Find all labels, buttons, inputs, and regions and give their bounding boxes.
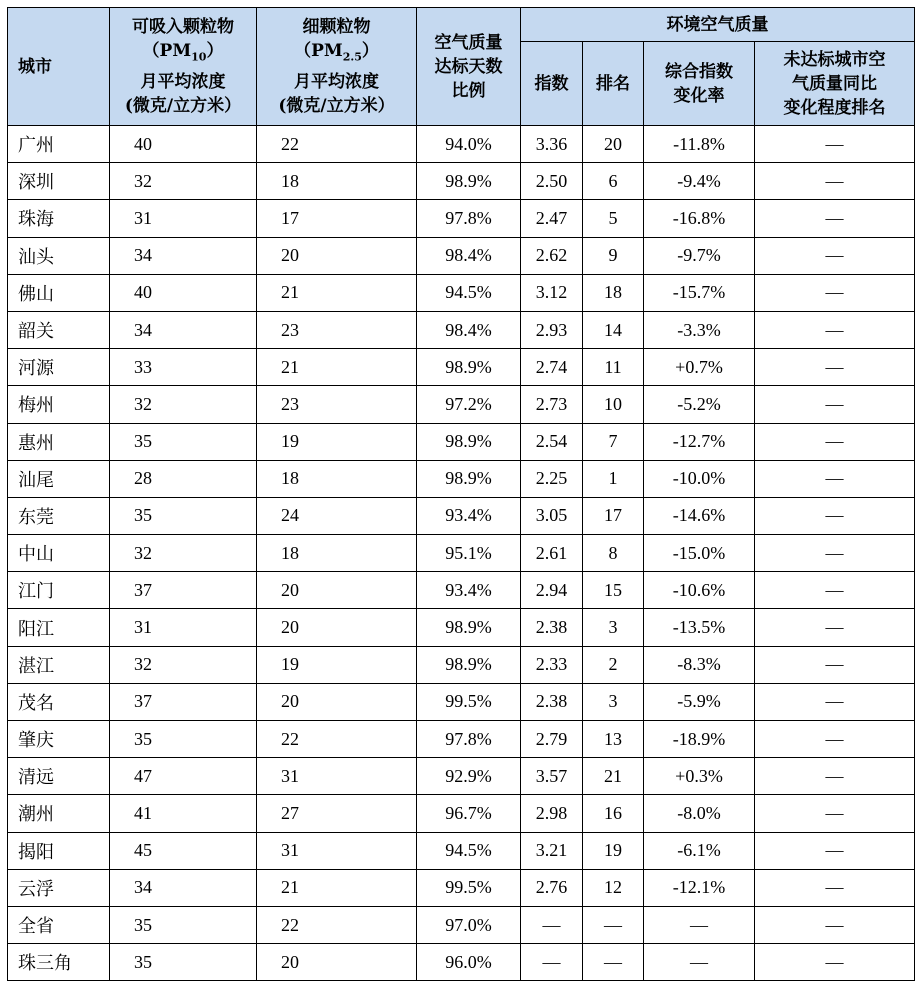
- cell-pm25: 27: [257, 795, 417, 832]
- cell-rank: 13: [583, 721, 644, 758]
- table-row: [8, 349, 915, 386]
- cell-rank: 12: [583, 869, 644, 906]
- cell-ratio: 95.1%: [417, 535, 521, 572]
- cell-index: 2.38: [521, 609, 583, 646]
- table-row: [8, 237, 915, 274]
- cell-pm10: 37: [110, 683, 257, 720]
- table-row: [8, 832, 915, 869]
- cell-change: -8.3%: [644, 646, 755, 683]
- cell-pm25: 20: [257, 944, 417, 981]
- cell-nonstd: —: [755, 423, 915, 460]
- cell-rank: 7: [583, 423, 644, 460]
- cell-change: -5.9%: [644, 683, 755, 720]
- cell-rank: 19: [583, 832, 644, 869]
- cell-rank: 17: [583, 497, 644, 534]
- header-pm10-line4: (微克/立方米）: [124, 95, 242, 116]
- cell-index: 2.50: [521, 163, 583, 200]
- cell-pm25: 18: [257, 163, 417, 200]
- cell-nonstd: —: [755, 237, 915, 274]
- cell-pm10: 47: [110, 758, 257, 795]
- table-row: [8, 869, 915, 906]
- header-change: [644, 42, 755, 126]
- cell-ratio: 98.9%: [417, 609, 521, 646]
- cell-ratio: 98.9%: [417, 349, 521, 386]
- cell-pm25: 22: [257, 906, 417, 943]
- cell-pm25: 23: [257, 386, 417, 423]
- cell-pm25: 31: [257, 758, 417, 795]
- cell-index: —: [521, 944, 583, 981]
- table-body: [8, 126, 915, 981]
- cell-nonstd: —: [755, 349, 915, 386]
- cell-nonstd: —: [755, 460, 915, 497]
- table-row: [8, 572, 915, 609]
- cell-nonstd: —: [755, 535, 915, 572]
- cell-rank: 10: [583, 386, 644, 423]
- cell-city: 茂名: [8, 683, 110, 720]
- table-row: [8, 311, 915, 348]
- cell-index: 2.33: [521, 646, 583, 683]
- cell-pm10: 34: [110, 311, 257, 348]
- cell-index: 2.74: [521, 349, 583, 386]
- cell-pm25: 18: [257, 460, 417, 497]
- cell-index: 2.76: [521, 869, 583, 906]
- cell-ratio: 93.4%: [417, 497, 521, 534]
- cell-pm25: 23: [257, 311, 417, 348]
- cell-pm10: 45: [110, 832, 257, 869]
- header-env-group: 环境空气质量: [521, 8, 915, 42]
- cell-pm10: 28: [110, 460, 257, 497]
- table-row: [8, 609, 915, 646]
- cell-ratio: 98.4%: [417, 311, 521, 348]
- cell-rank: 2: [583, 646, 644, 683]
- cell-city: 阳江: [8, 609, 110, 646]
- cell-ratio: 96.7%: [417, 795, 521, 832]
- cell-city: 韶关: [8, 311, 110, 348]
- header-nonstd-line1: 未达标城市空: [783, 49, 886, 70]
- table-row: [8, 386, 915, 423]
- cell-pm25: 31: [257, 832, 417, 869]
- cell-rank: 20: [583, 126, 644, 163]
- cell-nonstd: —: [755, 683, 915, 720]
- header-pm10-line2: $(PM_{10})$: [142, 41, 224, 64]
- header-ratio-line1: 空气质量: [434, 32, 503, 53]
- cell-nonstd: —: [755, 126, 915, 163]
- cell-pm25: 19: [257, 646, 417, 683]
- cell-ratio: 98.9%: [417, 423, 521, 460]
- cell-change: -9.4%: [644, 163, 755, 200]
- cell-city: 深圳: [8, 163, 110, 200]
- cell-change: -14.6%: [644, 497, 755, 534]
- cell-pm25: 21: [257, 349, 417, 386]
- table-row: [8, 721, 915, 758]
- header-nonstd-line2: 气质量同比: [792, 73, 877, 94]
- cell-city: 汕尾: [8, 460, 110, 497]
- cell-ratio: 94.5%: [417, 832, 521, 869]
- table-row: [8, 497, 915, 534]
- header-pm25-line1: 细颗粒物: [302, 17, 371, 38]
- header-ratio-line3: 比例: [451, 80, 486, 101]
- cell-rank: 6: [583, 163, 644, 200]
- cell-pm10: 34: [110, 869, 257, 906]
- header-pm25-line4: (微克/立方米）: [278, 95, 395, 116]
- cell-pm10: 32: [110, 646, 257, 683]
- cell-change: +0.7%: [644, 349, 755, 386]
- header-city: 城市: [8, 8, 110, 126]
- table-header: [8, 8, 915, 126]
- cell-change: -12.1%: [644, 869, 755, 906]
- cell-change: -12.7%: [644, 423, 755, 460]
- cell-index: 3.05: [521, 497, 583, 534]
- table-row: [8, 535, 915, 572]
- cell-rank: 16: [583, 795, 644, 832]
- cell-change: -16.8%: [644, 200, 755, 237]
- cell-nonstd: —: [755, 832, 915, 869]
- cell-rank: 5: [583, 200, 644, 237]
- cell-city: 河源: [8, 349, 110, 386]
- cell-pm10: 37: [110, 572, 257, 609]
- cell-pm10: 33: [110, 349, 257, 386]
- cell-ratio: 98.9%: [417, 460, 521, 497]
- cell-nonstd: —: [755, 311, 915, 348]
- cell-city: 佛山: [8, 274, 110, 311]
- cell-pm25: 21: [257, 274, 417, 311]
- cell-ratio: 97.8%: [417, 721, 521, 758]
- cell-rank: 9: [583, 237, 644, 274]
- table-row: [8, 795, 915, 832]
- cell-pm10: 34: [110, 237, 257, 274]
- header-pm10-line1: 可吸入颗粒物: [132, 17, 234, 38]
- cell-pm25: 24: [257, 497, 417, 534]
- cell-change: -9.7%: [644, 237, 755, 274]
- cell-index: 2.93: [521, 311, 583, 348]
- cell-nonstd: —: [755, 572, 915, 609]
- cell-change: -8.0%: [644, 795, 755, 832]
- cell-pm10: 35: [110, 944, 257, 981]
- cell-pm25: 18: [257, 535, 417, 572]
- cell-pm10: 41: [110, 795, 257, 832]
- cell-index: 3.36: [521, 126, 583, 163]
- cell-city: 东莞: [8, 497, 110, 534]
- table-row: [8, 126, 915, 163]
- cell-change: —: [644, 906, 755, 943]
- cell-nonstd: —: [755, 795, 915, 832]
- cell-city: 广州: [8, 126, 110, 163]
- cell-city: 揭阳: [8, 832, 110, 869]
- cell-city: 梅州: [8, 386, 110, 423]
- cell-pm10: 31: [110, 609, 257, 646]
- cell-city: 珠海: [8, 200, 110, 237]
- header-ratio: [417, 8, 521, 126]
- header-change-line2: 变化率: [673, 85, 725, 106]
- cell-pm10: 40: [110, 274, 257, 311]
- cell-change: -18.9%: [644, 721, 755, 758]
- cell-rank: 8: [583, 535, 644, 572]
- cell-city: 惠州: [8, 423, 110, 460]
- cell-pm10: 32: [110, 163, 257, 200]
- cell-change: -6.1%: [644, 832, 755, 869]
- cell-ratio: 98.9%: [417, 646, 521, 683]
- cell-pm25: 20: [257, 572, 417, 609]
- cell-nonstd: —: [755, 609, 915, 646]
- cell-ratio: 96.0%: [417, 944, 521, 981]
- header-nonstd: [755, 42, 915, 126]
- air-quality-table: [7, 7, 915, 981]
- cell-city: 云浮: [8, 869, 110, 906]
- cell-index: 3.57: [521, 758, 583, 795]
- cell-nonstd: —: [755, 944, 915, 981]
- cell-nonstd: —: [755, 721, 915, 758]
- table-row: [8, 200, 915, 237]
- cell-ratio: 97.0%: [417, 906, 521, 943]
- cell-pm25: 22: [257, 721, 417, 758]
- cell-pm25: 20: [257, 237, 417, 274]
- cell-rank: 15: [583, 572, 644, 609]
- cell-index: 2.73: [521, 386, 583, 423]
- cell-ratio: 94.0%: [417, 126, 521, 163]
- header-pm10: [110, 8, 257, 126]
- cell-change: -3.3%: [644, 311, 755, 348]
- cell-ratio: 92.9%: [417, 758, 521, 795]
- cell-city: 潮州: [8, 795, 110, 832]
- cell-city: 珠三角: [8, 944, 110, 981]
- cell-city: 肇庆: [8, 721, 110, 758]
- cell-rank: 14: [583, 311, 644, 348]
- header-rank: 排名: [583, 42, 644, 126]
- cell-ratio: 98.9%: [417, 163, 521, 200]
- header-nonstd-line3: 变化程度排名: [783, 97, 886, 118]
- cell-ratio: 98.4%: [417, 237, 521, 274]
- cell-index: 2.47: [521, 200, 583, 237]
- cell-rank: —: [583, 906, 644, 943]
- table-row: [8, 646, 915, 683]
- table-row: [8, 163, 915, 200]
- cell-index: 2.38: [521, 683, 583, 720]
- cell-nonstd: —: [755, 163, 915, 200]
- table-row: [8, 423, 915, 460]
- cell-index: —: [521, 906, 583, 943]
- cell-ratio: 97.2%: [417, 386, 521, 423]
- cell-pm25: 17: [257, 200, 417, 237]
- table-row: [8, 683, 915, 720]
- cell-city: 中山: [8, 535, 110, 572]
- header-pm25: [257, 8, 417, 126]
- header-pm25-line2: $(PM_{2.5})$: [294, 41, 379, 64]
- cell-pm25: 21: [257, 869, 417, 906]
- cell-pm10: 35: [110, 423, 257, 460]
- cell-rank: 18: [583, 274, 644, 311]
- cell-pm25: 20: [257, 683, 417, 720]
- table-row: [8, 758, 915, 795]
- cell-change: -13.5%: [644, 609, 755, 646]
- cell-city: 江门: [8, 572, 110, 609]
- cell-pm10: 35: [110, 721, 257, 758]
- cell-index: 2.98: [521, 795, 583, 832]
- cell-index: 2.54: [521, 423, 583, 460]
- cell-rank: 11: [583, 349, 644, 386]
- header-ratio-line2: 达标天数: [434, 56, 503, 77]
- cell-index: 3.21: [521, 832, 583, 869]
- cell-rank: 3: [583, 683, 644, 720]
- cell-pm25: 19: [257, 423, 417, 460]
- header-index: 指数: [521, 42, 583, 126]
- cell-pm10: 32: [110, 386, 257, 423]
- cell-city: 全省: [8, 906, 110, 943]
- cell-change: —: [644, 944, 755, 981]
- cell-change: -15.0%: [644, 535, 755, 572]
- cell-index: 2.61: [521, 535, 583, 572]
- cell-pm25: 22: [257, 126, 417, 163]
- cell-nonstd: —: [755, 758, 915, 795]
- cell-city: 汕头: [8, 237, 110, 274]
- cell-index: 2.25: [521, 460, 583, 497]
- cell-nonstd: —: [755, 869, 915, 906]
- table-row: [8, 274, 915, 311]
- cell-index: 2.62: [521, 237, 583, 274]
- cell-pm25: 20: [257, 609, 417, 646]
- cell-ratio: 99.5%: [417, 869, 521, 906]
- table-row: [8, 906, 915, 943]
- cell-rank: 21: [583, 758, 644, 795]
- cell-index: 3.12: [521, 274, 583, 311]
- cell-change: -10.6%: [644, 572, 755, 609]
- cell-change: -11.8%: [644, 126, 755, 163]
- table-row: [8, 944, 915, 981]
- cell-ratio: 94.5%: [417, 274, 521, 311]
- cell-change: -10.0%: [644, 460, 755, 497]
- cell-nonstd: —: [755, 274, 915, 311]
- cell-pm10: 35: [110, 906, 257, 943]
- cell-pm10: 31: [110, 200, 257, 237]
- cell-nonstd: —: [755, 646, 915, 683]
- cell-nonstd: —: [755, 200, 915, 237]
- table-row: [8, 460, 915, 497]
- cell-change: +0.3%: [644, 758, 755, 795]
- cell-city: 湛江: [8, 646, 110, 683]
- cell-nonstd: —: [755, 906, 915, 943]
- cell-change: -5.2%: [644, 386, 755, 423]
- cell-rank: 3: [583, 609, 644, 646]
- cell-nonstd: —: [755, 497, 915, 534]
- header-pm10-line3: 月平均浓度: [140, 71, 226, 92]
- cell-ratio: 99.5%: [417, 683, 521, 720]
- header-change-line1: 综合指数: [665, 61, 733, 82]
- cell-change: -15.7%: [644, 274, 755, 311]
- cell-ratio: 93.4%: [417, 572, 521, 609]
- cell-nonstd: —: [755, 386, 915, 423]
- cell-pm10: 32: [110, 535, 257, 572]
- cell-rank: —: [583, 944, 644, 981]
- cell-pm10: 40: [110, 126, 257, 163]
- cell-rank: 1: [583, 460, 644, 497]
- cell-pm10: 35: [110, 497, 257, 534]
- cell-index: 2.79: [521, 721, 583, 758]
- cell-city: 清远: [8, 758, 110, 795]
- header-pm25-line3: 月平均浓度: [294, 71, 379, 92]
- cell-ratio: 97.8%: [417, 200, 521, 237]
- cell-index: 2.94: [521, 572, 583, 609]
